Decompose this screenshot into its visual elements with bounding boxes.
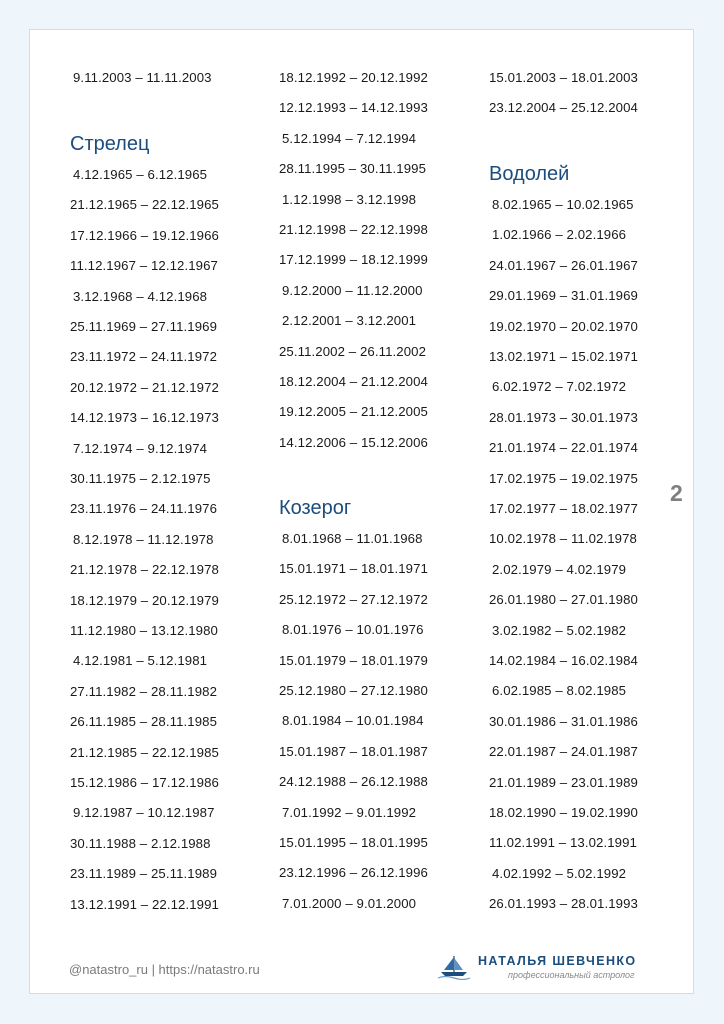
date-range: 15.01.1979 – 18.01.1979 [279,652,428,668]
date-range: 21.12.1985 – 22.12.1985 [70,744,219,760]
date-range: 13.12.1991 – 22.12.1991 [70,896,219,912]
date-range: 28.01.1973 – 30.01.1973 [489,409,638,425]
date-range: 18.12.1979 – 20.12.1979 [70,592,219,608]
date-range: 3.12.1968 – 4.12.1968 [73,288,208,304]
date-range: 4.12.1981 – 5.12.1981 [73,653,208,669]
date-range: 29.01.1969 – 31.01.1969 [489,288,638,304]
date-range: 9.12.1987 – 10.12.1987 [73,805,215,821]
date-range: 21.12.1965 – 22.12.1965 [70,197,219,213]
date-range: 25.12.1980 – 27.12.1980 [279,683,428,698]
date-range: 15.01.1995 – 18.01.1995 [279,835,428,850]
date-range: 17.12.1999 – 18.12.1999 [279,252,428,268]
page-sheet [29,29,694,994]
footer-contacts: @natastro_ru | https://natastro.ru [69,962,260,977]
date-range: 4.12.1965 – 6.12.1965 [73,167,208,182]
date-range: 15.01.2003 – 18.01.2003 [489,70,638,85]
section-heading-aquarius: Водолей [489,163,570,185]
date-range: 15.01.1971 – 18.01.1971 [279,561,428,577]
date-range: 18.12.1992 – 20.12.1992 [279,70,428,85]
date-range: 20.12.1972 – 21.12.1972 [70,379,219,395]
date-range: 8.02.1965 – 10.02.1965 [492,197,634,212]
section-heading-capricorn: Козерог [279,497,352,519]
date-range: 14.12.2006 – 15.12.2006 [279,434,428,450]
date-range: 8.01.1984 – 10.01.1984 [282,713,424,729]
brand-name: НАТАЛЬЯ ШЕВЧЕНКО [478,954,637,968]
date-range: 1.02.1966 – 2.02.1966 [492,227,627,243]
date-range: 11.02.1991 – 13.02.1991 [489,835,637,851]
brand-subtitle: профессиональный астролог [508,970,635,980]
date-range: 26.01.1980 – 27.01.1980 [489,592,638,608]
date-range: 7.01.1992 – 9.01.1992 [282,804,417,820]
date-range: 25.12.1972 – 27.12.1972 [279,591,428,607]
date-range: 19.02.1970 – 20.02.1970 [489,318,638,334]
date-range: 2.12.2001 – 3.12.2001 [282,313,417,329]
date-range: 21.12.1978 – 22.12.1978 [70,562,219,578]
date-range: 8.12.1978 – 11.12.1978 [73,531,214,547]
date-range: 21.01.1974 – 22.01.1974 [489,440,638,456]
date-range: 23.12.1996 – 26.12.1996 [279,865,428,881]
date-range: 15.12.1986 – 17.12.1986 [70,775,219,790]
brand-block [436,952,666,984]
date-range: 23.11.1972 – 24.11.1972 [70,349,218,365]
date-range: 27.11.1982 – 28.11.1982 [70,683,218,699]
date-range: 11.12.1967 – 12.12.1967 [70,258,218,274]
date-range: 18.02.1990 – 19.02.1990 [489,805,638,820]
date-range: 17.12.1966 – 19.12.1966 [70,227,219,243]
date-range: 9.12.2000 – 11.12.2000 [282,282,423,298]
date-range: 25.11.2002 – 26.11.2002 [279,343,427,359]
date-range: 18.12.2004 – 21.12.2004 [279,374,428,389]
date-range: 6.02.1972 – 7.02.1972 [492,379,627,395]
date-range: 15.01.1987 – 18.01.1987 [279,743,428,759]
ship-logo-icon [436,954,472,980]
date-range: 30.01.1986 – 31.01.1986 [489,713,638,729]
date-range: 17.02.1975 – 19.02.1975 [489,470,638,486]
date-range: 5.12.1994 – 7.12.1994 [282,130,417,146]
date-range: 13.02.1971 – 15.02.1971 [489,349,638,364]
date-range: 10.02.1978 – 11.02.1978 [489,531,637,547]
date-range: 23.12.2004 – 25.12.2004 [489,100,638,116]
date-range: 19.12.2005 – 21.12.2005 [279,404,428,420]
date-range: 9.11.2003 – 11.11.2003 [73,70,212,85]
date-range: 3.02.1982 – 5.02.1982 [492,622,627,638]
date-range: 22.01.1987 – 24.01.1987 [489,744,638,760]
date-range: 8.01.1968 – 11.01.1968 [282,531,423,546]
section-heading-sagittarius: Стрелец [70,133,150,155]
date-range: 14.02.1984 – 16.02.1984 [489,653,638,668]
date-range: 17.02.1977 – 18.02.1977 [489,501,638,516]
date-range: 1.12.1998 – 3.12.1998 [282,191,417,207]
date-range: 25.11.1969 – 27.11.1969 [70,319,218,334]
date-range: 12.12.1993 – 14.12.1993 [279,100,428,116]
date-range: 21.01.1989 – 23.01.1989 [489,774,638,790]
date-range: 26.11.1985 – 28.11.1985 [70,714,218,730]
date-range: 14.12.1973 – 16.12.1973 [70,410,219,426]
date-range: 24.12.1988 – 26.12.1988 [279,774,428,790]
date-range: 8.01.1976 – 10.01.1976 [282,622,424,638]
date-range: 2.02.1979 – 4.02.1979 [492,561,627,577]
date-range: 28.11.1995 – 30.11.1995 [279,161,427,177]
date-range: 11.12.1980 – 13.12.1980 [70,623,218,638]
date-range: 21.12.1998 – 22.12.1998 [279,222,428,237]
date-range: 7.12.1974 – 9.12.1974 [73,440,208,456]
date-range: 23.11.1989 – 25.11.1989 [70,866,218,882]
date-range: 6.02.1985 – 8.02.1985 [492,683,627,699]
page-number: 2 [670,480,683,506]
date-range: 7.01.2000 – 9.01.2000 [282,895,417,911]
date-range: 26.01.1993 – 28.01.1993 [489,896,638,912]
date-range: 4.02.1992 – 5.02.1992 [492,865,627,881]
date-range: 30.11.1988 – 2.12.1988 [70,835,211,851]
date-range: 23.11.1976 – 24.11.1976 [70,501,218,517]
date-range: 30.11.1975 – 2.12.1975 [70,471,211,486]
date-range: 24.01.1967 – 26.01.1967 [489,257,638,273]
